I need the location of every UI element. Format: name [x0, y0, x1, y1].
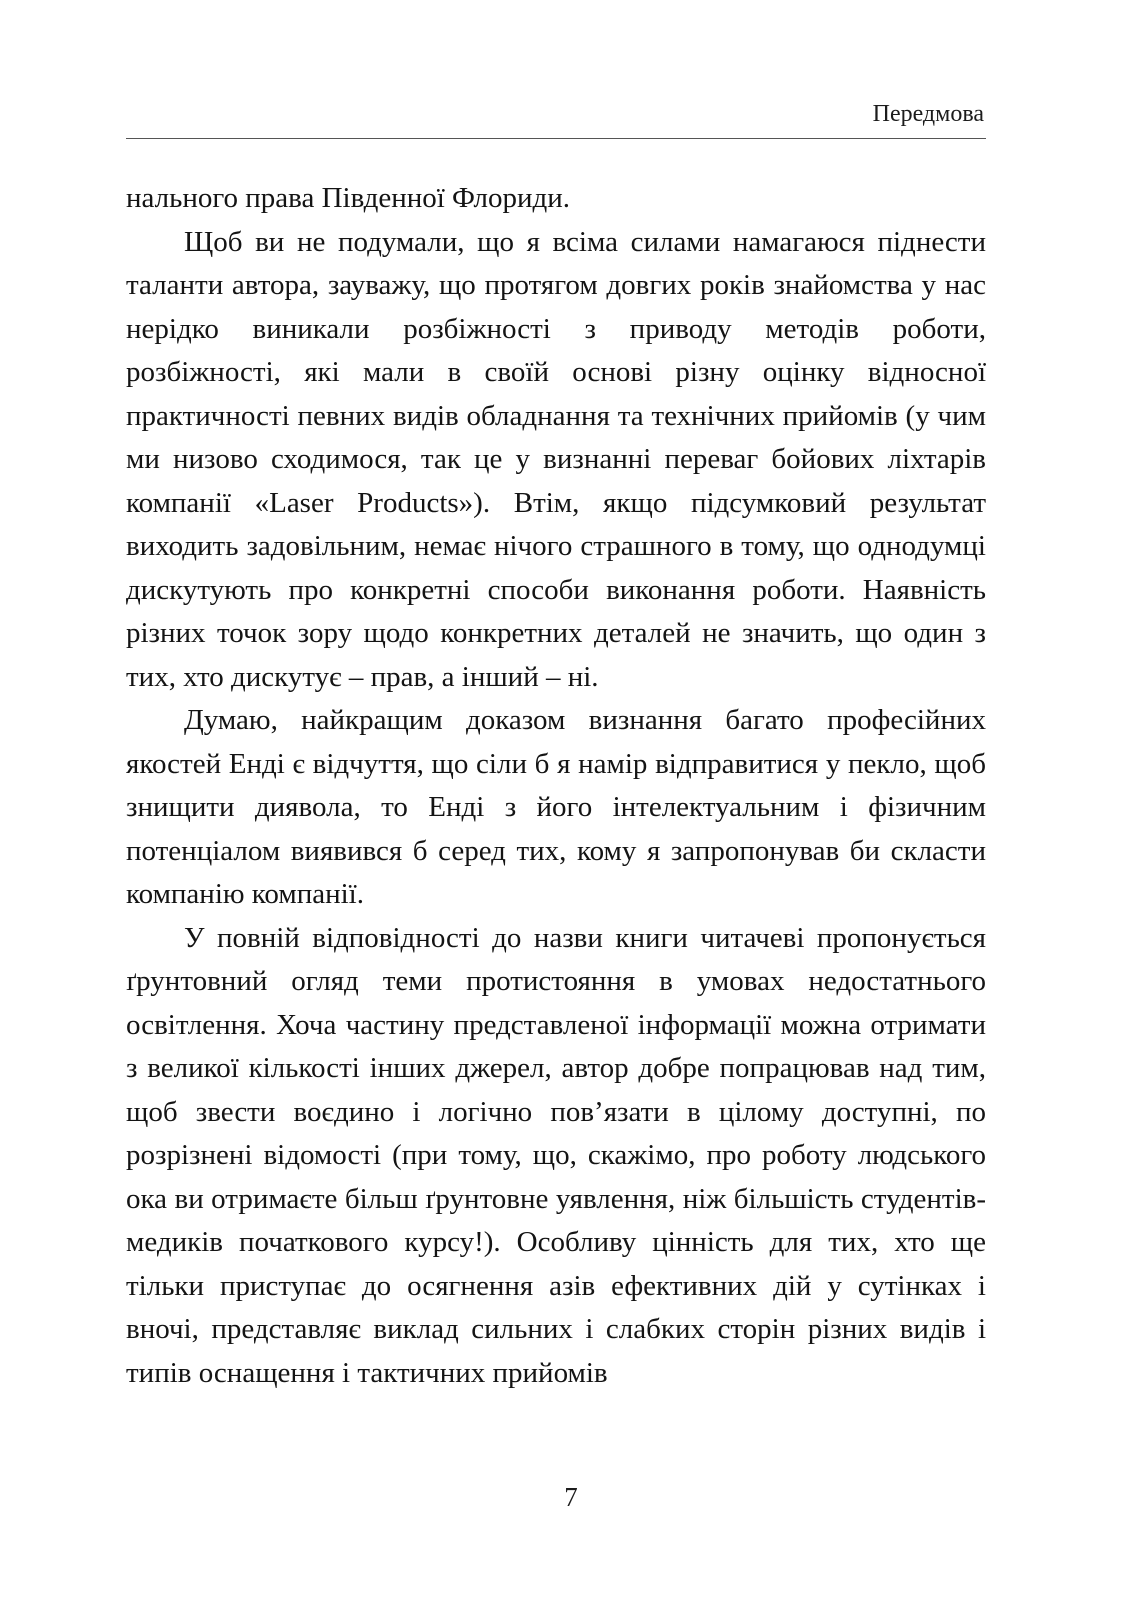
page-number: 7	[564, 1482, 578, 1512]
paragraph: У повній відповідності до назви книги читачеві пропонується ґрунтовний огляд теми протистояння в умовах недостатнього освітлення. Хоча частину представленої інформації можна отримати з великої кількості інших джерел, автор добре попрацював над тим, щоб звести воєдино і логічно пов’язати в цілому доступні, по розрізнені відомості (при тому, що, скажімо, про роботу людського ока ви отримаєте більш ґрунтовне уявлення, ніж більшість студентів-медиків початкового курсу!). Особливу цінність для тих, хто ще тільки приступає до осягнення азів ефективних дій у сутінках і вночі, представляє виклад сильних і слабких сторін різних видів і типів оснащення і тактичних прийомів	[126, 921, 986, 1389]
paragraph: Щоб ви не подумали, що я всіма силами намагаюся піднести таланти автора, зауважу, що протягом довгих років знайомства у нас нерідко виникали розбіжності з приводу методів роботи, розбіжності, які мали в своїй основі різну оцінку відносної практичності певних видів обладнання та технічних прийомів (у чим ми низово сходимося, так це у визнанні переваг бойових ліхтарів компанії «Laser Products»). Втім, якщо підсумковий результат виходить задовільним, немає нічого страшного в тому, що однодумці дискутують про конкретні способи виконання роботи. Наявність різних точок зору щодо конкретних деталей не значить, що один з тих, хто дискутує – прав, а інший – ні.	[126, 225, 986, 693]
header-divider	[126, 138, 986, 139]
running-header: Передмова	[872, 101, 984, 127]
page-content	[126, 100, 986, 1395]
paragraph: Думаю, найкращим доказом визнання багато професійних якостей Енді є відчуття, що сіли б я намір відправитися у пекло, щоб знищити диявола, то Енді з його інтелектуальним і фізичним потенціалом виявився б серед тих, кому я запропонував би скласти компанію компанії.	[126, 704, 986, 910]
body-text	[126, 177, 986, 1395]
paragraph-continuation: нального права Південної Флориди.	[126, 182, 571, 214]
